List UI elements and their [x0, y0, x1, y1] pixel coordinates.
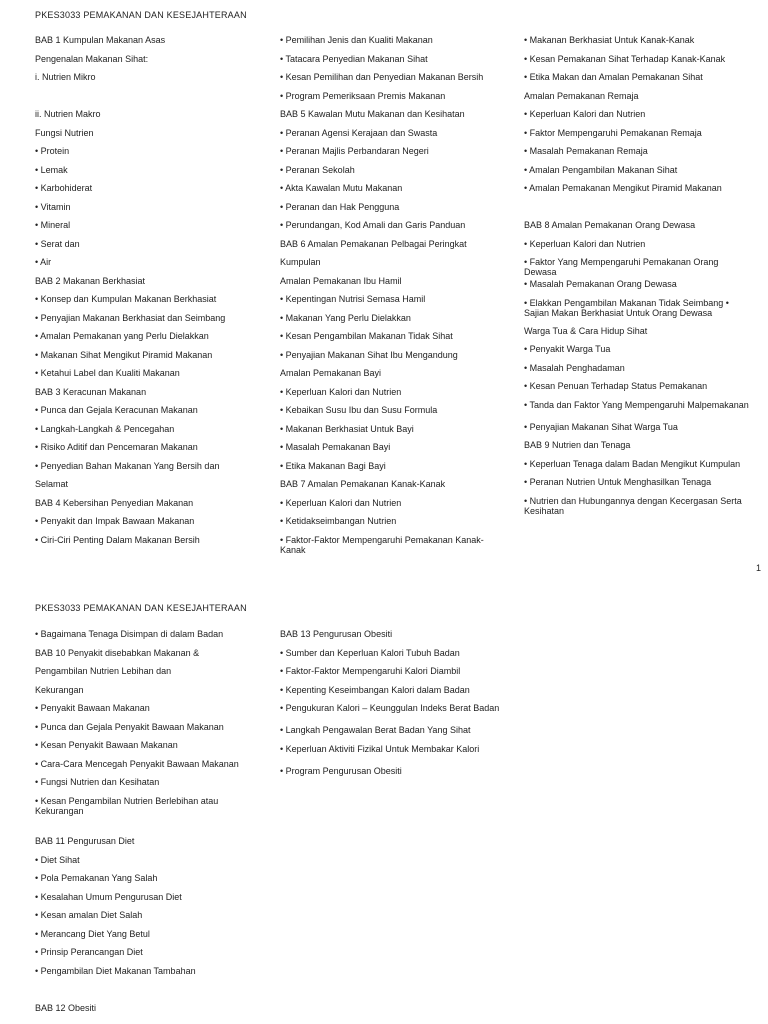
- list-item: • Peranan Agensi Kerajaan dan Swasta: [280, 127, 438, 138]
- chapter-heading: BAB 13 Pengurusan Obesiti: [280, 629, 393, 639]
- list-item: • Langkah Pengawalan Berat Badan Yang Sihat: [280, 725, 471, 735]
- list-item: • Kesan Pemilihan dan Penyedian Makanan Bersih: [280, 72, 484, 82]
- list-item: Warga Tua & Cara Hidup Sihat: [524, 325, 648, 336]
- page-header: PKES3033 PEMAKANAN DAN KESEJAHTERAAN: [35, 10, 247, 20]
- chapter-heading: BAB 10 Penyakit disebabkan Makanan &: [35, 647, 200, 658]
- list-item: • Faktor Mempengaruhi Pemakanan Remaja: [524, 127, 702, 138]
- list-item: Kumpulan: [280, 257, 321, 267]
- page-number: 1: [755, 563, 761, 573]
- list-item: • Penyajian Makanan Sihat Ibu Mengandung: [280, 349, 458, 360]
- list-item: • Langkah-Langkah & Pencegahan: [35, 423, 175, 434]
- chapter-heading: BAB 1 Kumpulan Makanan Asas: [35, 35, 166, 45]
- list-item: • Merancang Diet Yang Betul: [35, 928, 150, 939]
- list-item: • Makanan Yang Perlu Dielakkan: [280, 312, 411, 323]
- list-item: Fungsi Nutrien: [35, 127, 94, 138]
- list-item: • Air: [35, 257, 52, 267]
- list-item: • Peranan Sekolah: [280, 164, 355, 175]
- list-item: • Ciri-Ciri Penting Dalam Makanan Bersih: [35, 534, 200, 545]
- list-item: • Amalan Pengambilan Makanan Sihat: [524, 164, 678, 175]
- list-item: • Ketidakseimbangan Nutrien: [280, 516, 397, 526]
- list-item: • Kesan Penyakit Bawaan Makanan: [35, 740, 178, 750]
- list-item: • Keperluan Kalori dan Nutrien: [280, 497, 402, 508]
- list-item: • Faktor-Faktor Mempengaruhi Pemakanan Kanak-Kanak: [280, 534, 484, 555]
- list-item: • Program Pemeriksaan Premis Makanan: [280, 90, 446, 101]
- chapter-heading: BAB 4 Kebersihan Penyedian Makanan: [35, 497, 194, 508]
- list-item: • Faktor-Faktor Mempengaruhi Kalori Diambil: [280, 666, 461, 676]
- list-item: • Tanda dan Faktor Yang Mempengaruhi Malpemakanan: [524, 399, 749, 410]
- list-item: • Faktor Yang Mempengaruhi Pemakanan Orang Dewasa: [524, 257, 719, 278]
- list-item: • Keperluan Kalori dan Nutrien: [524, 109, 646, 119]
- list-item: • Mineral: [35, 220, 71, 230]
- list-item: Amalan Pemakanan Bayi: [280, 368, 382, 378]
- list-item: • Peranan Nutrien Untuk Menghasilkan Tenaga: [524, 477, 712, 487]
- list-item: • Masalah Penghadaman: [524, 362, 625, 373]
- list-item: • Makanan Berkhasiat Untuk Bayi: [280, 423, 414, 434]
- list-item: • Masalah Pemakanan Remaja: [524, 146, 648, 156]
- list-item: Amalan Pemakanan Remaja: [524, 90, 639, 101]
- page2-column-1: [35, 629, 263, 1021]
- list-item: • Kesalahan Umum Pengurusan Diet: [35, 891, 182, 902]
- list-item: • Penyakit dan Impak Bawaan Makanan: [35, 516, 195, 526]
- list-item: • Cara-Cara Mencegah Penyakit Bawaan Makanan: [35, 758, 239, 769]
- list-item: • Kesan Pemakanan Sihat Terhadap Kanak-Kanak: [524, 53, 726, 64]
- list-item: • Pemilihan Jenis dan Kualiti Makanan: [280, 35, 433, 45]
- list-item: • Masalah Pemakanan Bayi: [280, 442, 391, 452]
- list-item: ii. Nutrien Makro: [35, 109, 101, 119]
- list-item: • Makanan Sihat Mengikut Piramid Makanan: [35, 349, 213, 360]
- list-item: • Pola Pemakanan Yang Salah: [35, 873, 158, 883]
- chapter-heading: BAB 9 Nutrien dan Tenaga: [524, 440, 631, 450]
- list-item: • Kebaikan Susu Ibu dan Susu Formula: [280, 405, 438, 415]
- list-item: • Sumber dan Keperluan Kalori Tubuh Badan: [280, 647, 460, 658]
- list-item: • Kesan Pengambilan Makanan Tidak Sihat: [280, 331, 453, 341]
- chapter-heading: BAB 12 Obesiti: [35, 1002, 97, 1013]
- list-item: • Program Pengurusan Obesiti: [280, 765, 402, 776]
- list-item: • Diet Sihat: [35, 854, 80, 865]
- chapter-heading: BAB 6 Amalan Pemakanan Pelbagai Peringkat: [280, 238, 467, 249]
- list-item: • Makanan Berkhasiat Untuk Kanak-Kanak: [524, 35, 695, 45]
- list-item: Amalan Pemakanan Ibu Hamil: [280, 275, 402, 286]
- blank-line: [35, 818, 263, 837]
- list-item: • Penyajian Makanan Sihat Warga Tua: [524, 421, 678, 432]
- chapter-heading: BAB 5 Kawalan Mutu Makanan dan Kesihatan: [280, 109, 465, 119]
- list-item: • Keperluan Kalori dan Nutrien: [524, 238, 646, 249]
- list-item: • Kepenting Keseimbangan Kalori dalam Badan: [280, 684, 470, 695]
- chapter-heading: BAB 11 Pengurusan Diet: [35, 836, 135, 846]
- list-item: Pengenalan Makanan Sihat:: [35, 53, 149, 64]
- list-item: • Pengambilan Diet Makanan Tambahan: [35, 965, 196, 976]
- list-item: • Keperluan Kalori dan Nutrien: [280, 386, 402, 397]
- chapter-heading: BAB 2 Makanan Berkhasiat: [35, 275, 146, 286]
- list-item: • Keperluan Tenaga dalam Badan Mengikut Kumpulan: [524, 458, 741, 469]
- list-item: • Kesan Penuan Terhadap Status Pemakanan: [524, 381, 708, 391]
- list-item: • Lemak: [35, 164, 68, 175]
- chapter-heading: BAB 7 Amalan Pemakanan Kanak-Kanak: [280, 479, 446, 489]
- list-item: • Nutrien dan Hubungannya dengan Kecergasan Serta Kesihatan: [524, 495, 742, 516]
- list-item: • Perundangan, Kod Amali dan Garis Panduan: [280, 220, 466, 230]
- page2-column-2: [280, 629, 508, 784]
- list-item: • Akta Kawalan Mutu Makanan: [280, 183, 403, 193]
- list-item: • Karbohiderat: [35, 183, 93, 193]
- list-item: • Penyakit Warga Tua: [524, 344, 611, 354]
- list-item: • Penyakit Bawaan Makanan: [35, 703, 150, 713]
- list-item: • Ketahui Label dan Kualiti Makanan: [35, 368, 180, 378]
- list-item: • Kesan amalan Diet Salah: [35, 910, 143, 920]
- list-item: Kekurangan: [35, 684, 84, 695]
- list-item: • Etika Makanan Bagi Bayi: [280, 460, 386, 471]
- list-item: • Protein: [35, 146, 70, 156]
- page-header-2: PKES3033 PEMAKANAN DAN KESEJAHTERAAN: [35, 603, 247, 613]
- list-item: • Amalan Pemakanan yang Perlu Dielakkan: [35, 331, 209, 341]
- list-item: i. Nutrien Mikro: [35, 72, 96, 82]
- list-item: • Pengukuran Kalori – Keunggulan Indeks Berat Badan: [280, 703, 500, 713]
- list-item: • Masalah Pemakanan Orang Dewasa: [524, 279, 677, 289]
- list-item: • Tatacara Penyedian Makanan Sihat: [280, 53, 428, 64]
- chapter-heading: BAB 3 Keracunan Makanan: [35, 386, 147, 397]
- list-item: • Peranan dan Hak Pengguna: [280, 201, 400, 212]
- list-item: • Penyajian Makanan Berkhasiat dan Seimbang: [35, 312, 226, 323]
- list-item: • Serat dan: [35, 238, 80, 249]
- chapter-heading: BAB 8 Amalan Pemakanan Orang Dewasa: [524, 220, 696, 230]
- list-item: • Risiko Aditif dan Pencemaran Makanan: [35, 442, 198, 452]
- list-item: Pengambilan Nutrien Lebihan dan: [35, 666, 172, 676]
- list-item: • Punca dan Gejala Keracunan Makanan: [35, 405, 198, 415]
- list-item: • Amalan Pemakanan Mengikut Piramid Makanan: [524, 183, 722, 193]
- list-item: • Punca dan Gejala Penyakit Bawaan Makanan: [35, 721, 224, 732]
- blank-line: [524, 202, 752, 221]
- list-item: Selamat: [35, 479, 69, 489]
- list-item: • Elakkan Pengambilan Makanan Tidak Seimbang • Sajian Makan Berkhasiat Untuk Orang Dewasa: [524, 297, 729, 318]
- list-item: • Kesan Pengambilan Nutrien Berlebihan atau Kekurangan: [35, 795, 219, 816]
- list-item: • Kepentingan Nutrisi Semasa Hamil: [280, 294, 426, 304]
- list-item: • Bagaimana Tenaga Disimpan di dalam Badan: [35, 629, 224, 639]
- page1-column-1: [35, 35, 263, 553]
- list-item: • Peranan Majlis Perbandaran Negeri: [280, 146, 429, 156]
- list-item: • Penyedian Bahan Makanan Yang Bersih dan: [35, 460, 220, 471]
- list-item: • Etika Makan dan Amalan Pemakanan Sihat: [524, 72, 703, 82]
- list-item: • Fungsi Nutrien dan Kesihatan: [35, 777, 160, 787]
- page1-column-2: [280, 35, 508, 557]
- blank-line: [35, 91, 263, 110]
- list-item: • Prinsip Perancangan Diet: [35, 947, 143, 957]
- blank-line: [35, 984, 263, 1003]
- list-item: • Konsep dan Kumpulan Makanan Berkhasiat: [35, 294, 217, 304]
- page1-column-3: [524, 35, 752, 518]
- list-item: • Keperluan Aktiviti Fizikal Untuk Membakar Kalori: [280, 743, 480, 754]
- list-item: • Vitamin: [35, 201, 71, 212]
